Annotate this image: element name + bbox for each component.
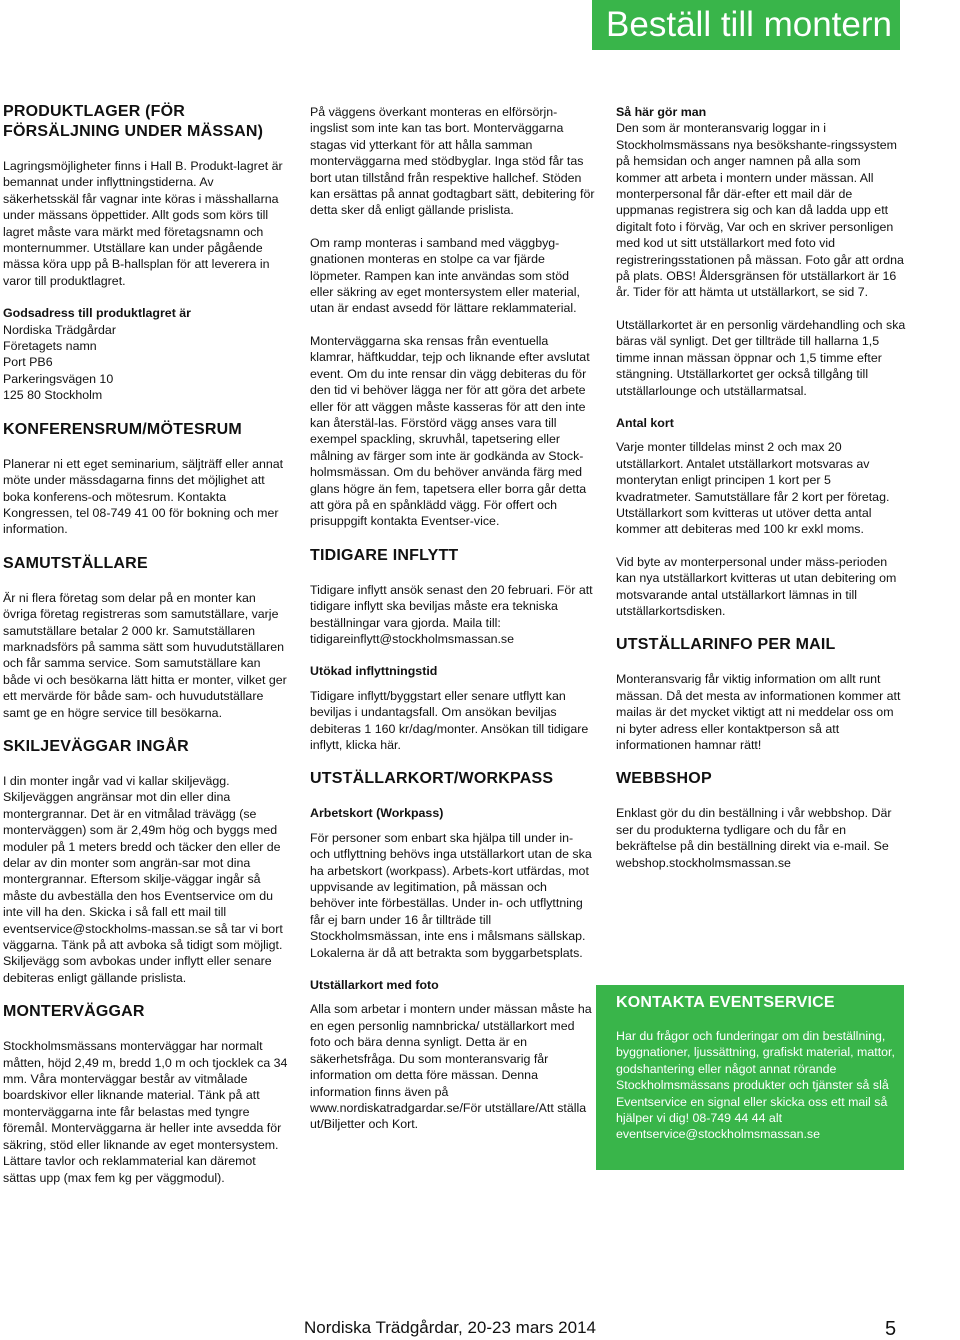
- utstallarkort-foto-text: Alla som arbetar i montern under mässan måste ha en egen personlig namnbricka/ utställarkort med foto och bära denna synligt. Detta är en säkerhetsfråga. Du som monteransvarig får information om detta före mässan. Denna information finns även på www.nordiskatradgardar.se/För utställare/Att ställa ut/Biljetter och Kort.: [310, 1002, 592, 1132]
- samutstallare-heading: SAMUTSTÄLLARE: [3, 554, 148, 572]
- utstallarkort-info-text: Utställarkortet är en personlig värdehandling och ska bäras väl synligt. Det ger tillträde till hallarna 1,5 timme innan mässan öppnar och 1,5 timme efter stängning. Utställarkortet ger också tillgång till utställarlounge och utställarmatsal.: [616, 317, 906, 398]
- utokad-inflyttningstid-heading: Utökad inflyttningstid: [310, 664, 438, 679]
- skiljevaggar-heading: SKILJEVÄGGAR INGÅR: [3, 737, 189, 755]
- utstallarinfo-heading: UTSTÄLLARINFO PER MAIL: [616, 636, 836, 654]
- sa-har-gor-man-text: Den som är monteransvarig loggar in i Stockholmsmässans nya besökshante-ringssystem på hemsidan och anger namnen på alla som kommer att arbeta i montern under mässan. All monterpersonal får där-efter ett mail där de uppmanas registrera sig och kan då ladda upp ett digitalt foto i förväg, Var och en skriver personligen med kod ut sitt utställarkort med foto vid registreringsstationen på mässan. Foto går att ordna på plats. OBS! Åldersgränsen för utställarkort är 16 år. Tider för att hämta ut utställarkort, se sid 7.: [616, 121, 904, 300]
- konferensrum-heading: KONFERENSRUM/MÖTESRUM: [3, 420, 242, 438]
- utokad-inflyttningstid-text: Tidigare inflytt/byggstart eller senare utflytt kan beviljas i undantagsfall. Om ansökan beviljas debiteras 1 160 kr/dag/monter. Ansökan till tidigare inflytt, klicka här.: [310, 688, 589, 752]
- tidigare-inflytt-heading: TIDIGARE INFLYTT: [310, 546, 459, 564]
- page-number: 5: [885, 1318, 897, 1340]
- kontakta-eventservice-heading: KONTAKTA EVENTSERVICE: [616, 994, 835, 1011]
- column-middle: [310, 104, 595, 1149]
- skiljevaggar-text: I din monter ingår vad vi kallar skiljevägg. Skiljeväggen angränsar mot din eller dina montergrannar. Det är en vitmålad trävägg (se monterväggen) som är 2,49m hög och byggs med moduler på 1 meters bredd och täcker den eller de delar av din monter som angrän-sar mot dina montergrannar. Eftersom skilje-väggar ingår så måste du avbeställa den hos Eventservice om du inte vill ha den. Skicka i så fall ett mail till eventservice@stockholms-massan.se så tar vi bort väggarna. Tänk på att avboka så tidigt som möjligt. Skiljevägg som avbokas under inflytt eller senare debiteras enligt gällande prislista.: [3, 773, 283, 985]
- montervaggar-cont-text-1: På väggens överkant monteras en elförsörjn-ingslist som inte kan tas bort. Monterväggarna stagas vid ytterkant för att hålla samman monterväggarna med stödbyglar. Inga stöd får tas bort utan tillstånd från respektive hallchef. Stöden kan ersättas på annat godtagbart sätt, debitering för detta sker då enligt gällande prislista.: [310, 105, 595, 218]
- arbetskort-text: För personer som enbart ska hjälpa till under in- och utflyttning behövs inga utställarkort utan de ska ha arbetskort (workpass). Arbets-kort utfärdas, mot uppvisande av legitimation, på mässan och behöver inte förbeställas. Under in- och utflyttning får ej barn under 16 år tillträde till Stockholmsmässan, inte ens i målsmans sällskap. Lokalerna är då att betrakta som byggarbetsplats.: [310, 830, 592, 960]
- godsadress-lines: Nordiska Trädgårdar Företagets namn Port PB6 Parkeringsvägen 10 125 80 Stockholm: [3, 322, 116, 403]
- samutstallare-text: Är ni flera företag som delar på en monter kan övriga företag registreras som samutställare, varje samutställare betalar 2 000 kr. Samutställaren marknadsförs på samma sätt som huvudutställaren och får samma service. Som samutställare kan både vi och besökarna lätt hitta er monter, vilket ger ett mervärde för både sam- och huvudutställare samt ge en högre service till besökarna.: [3, 590, 287, 720]
- montervaggar-heading: MONTERVÄGGAR: [3, 1003, 145, 1021]
- montervaggar-cont-text-2: Om ramp monteras i samband med väggbyg-gnationen monteras en stolpe ca var fjärde löpmeter. Rampen kan inte användas som stöd eller säkring av eget montersystem eller material, utan är endast avsedd för lättare reklammaterial.: [310, 235, 580, 316]
- sa-har-gor-man-heading: Så här gör man: [616, 105, 707, 119]
- antal-kort-heading: Antal kort: [616, 415, 674, 430]
- header-banner: [592, 0, 900, 50]
- antal-kort-text: Varje monter tilldelas minst 2 och max 20 utställarkort. Antalet utställarkort motsvaras av monterytan enligt principen 1 kort per 5 kvadratmeter. Samutställare får 2 kort per företag. Utställarkort som kvitteras ut utöver detta antal kommer att debiteras med 100 kr exkl moms.: [616, 440, 890, 537]
- arbetskort-heading: Arbetskort (Workpass): [310, 806, 444, 821]
- produktlager-heading: PRODUKTLAGER (FÖR FÖRSÄLJNING UNDER MÄSSAN): [3, 103, 264, 140]
- produktlager-text: Lagringsmöjligheter finns i Hall B. Produkt-lagret är bemannat under inflyttningstiderna. Av säkerhetsskäl får vagnar inte köras i mässhallarna under mässans öppettider. Allt gods som körs till lagret måste vara märkt med företagsnamn och monternummer. Utställare kan under pågående mässa köra upp på B-hallsplan för att leverera in varor till produktlagret.: [3, 159, 283, 288]
- kontakta-eventservice-text: Har du frågor och funderingar om din beställning, byggnationer, ljussättning, grafiskt material, mattor, godshantering eller något annat rörande Stockholmsmässans produkter och tjänster så slå Eventservice en signal eller skicka oss ett mail så hjälper vi dig! 08-749 44 44 alt eventservice@stockholmsmassan.se: [616, 1029, 895, 1142]
- tidigare-inflytt-text: Tidigare inflytt ansök senast den 20 februari. För att tidigare inflytt ska beviljas måste era tekniska beställningar vara gjorda. Maila till: tidigareinflytt@stockholmsmassan.se: [310, 582, 593, 646]
- page-title: Beställ till montern: [606, 5, 892, 44]
- column-left: [3, 100, 288, 1202]
- webbshop-heading: WEBBSHOP: [616, 770, 712, 788]
- montervaggar-cont-text-3: Monterväggarna ska rensas från eventuella klamrar, häftkuddar, tejp och liknande efter avslutat event. Om du inte rensar din vägg debiteras du för den tid vi behöver lägga ner för att göra det arbete eller för att väggen måste kasseras för att den inte kan återstäl-las. Förstörd vägg anses vara till exempel spackling, skruvhål, tapetsering eller målning av färger som inte är godkända av Stock-holmsmässan. Om du behöver använda färg med glans högre än fem, tapetsera eller borra går detta att göra på en spånklädd vägg. För offert och prisuppgift kontakta Eventser-vice.: [310, 333, 590, 529]
- montervaggar-text: Stockholmsmässans monterväggar har normalt måtten, höjd 2,49 m, bredd 1,0 m och tjocklek ca 34 mm. Våra monterväggar består av vitmålade boardskivor eller liknande material. Tänk på att monterväggarna inte får belastas med tyngre föremål. Monterväggarna är heller inte avsedda för säkring, stöd eller liknande av eget montersystem. Lättare tavlor och reklammaterial kan däremot sättas upp (max fem kg per väggmodul).: [3, 1039, 288, 1185]
- utstallarinfo-text: Monteransvarig får viktig information om allt runt mässan. Då det mesta av informationen kommer att mailas är det mycket viktigt att ni meddelar oss om ni byter adress eller kontaktperson så att informationen hamnar rätt!: [616, 672, 901, 752]
- utstallarkort-foto-heading: Utställarkort med foto: [310, 978, 439, 993]
- webbshop-text: Enklast gör du din beställning i vår webbshop. Där ser du produkterna tydligare och du får en bekräftelse på din beställning direkt via e-mail. Se webshop.stockholmsmassan.se: [616, 806, 892, 870]
- konferensrum-text: Planerar ni ett eget seminarium, säljträff eller annat möte under mässdagarna finns det möjlighet att boka konferens-och mötesrum. Kontakta Kongressen, tel 08-749 41 00 för bokning och mer information.: [3, 456, 284, 537]
- utstallarkort-heading: UTSTÄLLARKORT/WORKPASS: [310, 770, 554, 788]
- godsadress-title: Godsadress till produktlagret är: [3, 306, 191, 321]
- footer-event-text: Nordiska Trädgårdar, 20-23 mars 2014: [304, 1318, 596, 1337]
- column-right: [616, 104, 906, 887]
- godsadress-block: [3, 305, 288, 403]
- kontakta-eventservice-box: [596, 985, 904, 1170]
- byte-personal-text: Vid byte av monterpersonal under mäss-perioden kan nya utställarkort kvitteras ut utan debitering om motsvarande antal utställarkort lämnas in till utställarkortsdisken.: [616, 554, 897, 618]
